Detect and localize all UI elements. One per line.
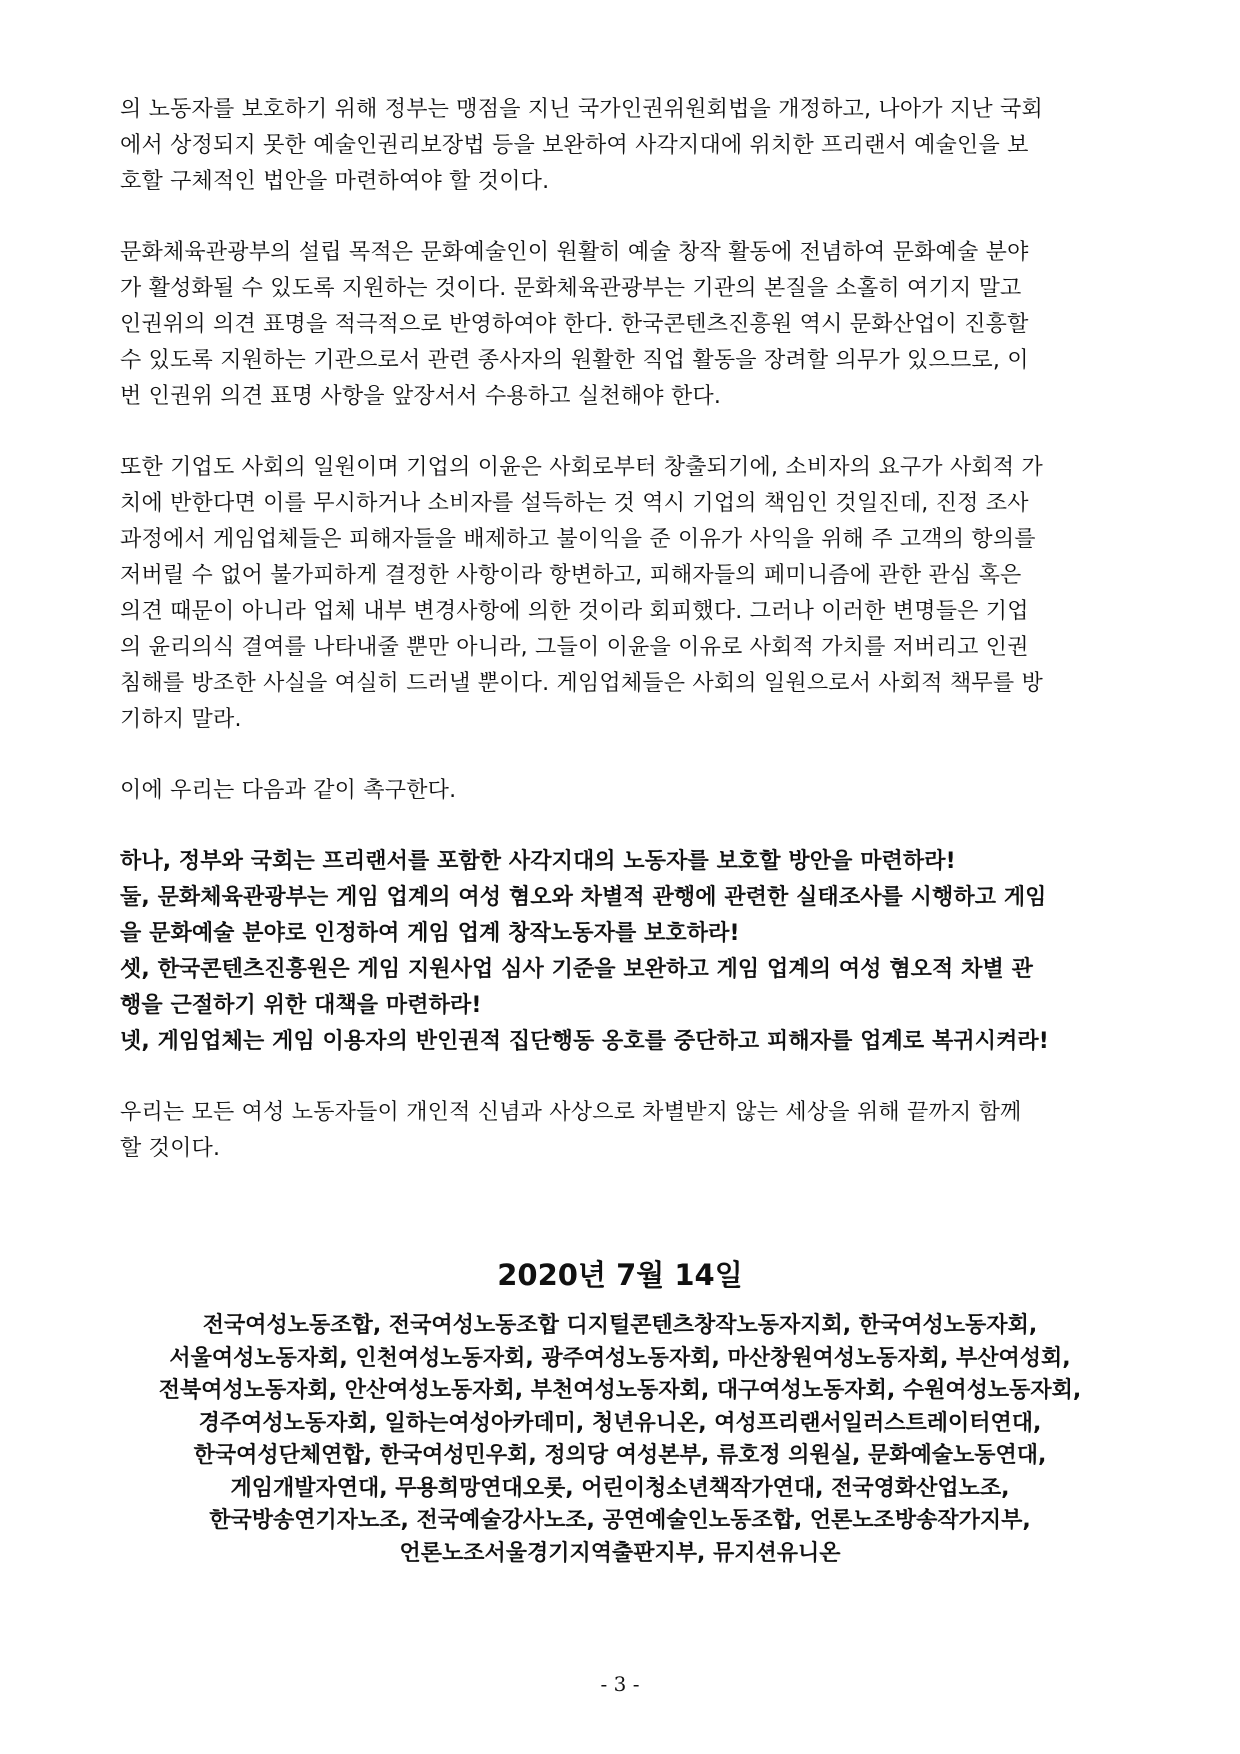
text-line: 의견 때문이 아니라 업체 내부 변경사항에 의한 것이라 회피했다. 그러나 이러한 변명들은 기업: [120, 599, 1029, 624]
text-line: 호할 구체적인 법안을 마련하여야 할 것이다.: [120, 169, 550, 194]
text-line: 할 것이다.: [120, 1136, 221, 1161]
text-line: 우리는 모든 여성 노동자들이 개인적 신념과 사상으로 차별받지 않는 세상을 위해 끝까지 함께: [120, 1100, 1022, 1125]
text-line: 문화체육관광부의 설립 목적은 문화예술인이 원활히 예술 창작 활동에 전념하여 문화예술 분야: [120, 240, 1029, 265]
demand-line: 행을 근절하기 위한 대책을 마련하라!: [120, 993, 482, 1018]
signatory-line: 전국여성노동조합, 전국여성노동조합 디지털콘텐츠창작노동자지회, 한국여성노동자회,: [202, 1313, 1038, 1338]
signatory-line: 언론노조서울경기지역출판지부, 뮤지션유니온: [399, 1540, 841, 1566]
demand-line: 하나, 정부와 국회는 프리랜서를 포함한 사각지대의 노동자를 보호할 방안을 마련하라!: [120, 849, 956, 874]
text-line: 의 윤리의식 결여를 나타내줄 뿐만 아니라, 그들이 이윤을 이유로 사회적 가치를 저버리고 인권: [120, 635, 1029, 660]
text-line: 이에 우리는 다음과 같이 촉구한다.: [120, 778, 457, 803]
statement-date: 2020년 7월 14일: [497, 1258, 743, 1292]
text-line: 기하지 말라.: [120, 707, 242, 732]
paragraph-legislation: [120, 92, 1120, 200]
demand-line: 넷, 게임업체는 게임 이용자의 반인권적 집단행동 옹호를 중단하고 피해자를 업계로 복귀시켜라!: [120, 1029, 1049, 1054]
text-line: 침해를 방조한 사실을 여실히 드러낼 뿐이다. 게임업체들은 사회의 일원으로서 사회적 책무를 방: [120, 671, 1043, 696]
text-line: 번 인권위 의견 표명 사항을 앞장서서 수용하고 실천해야 한다.: [120, 384, 722, 409]
signatory-line: 서울여성노동자회, 인천여성노동자회, 광주여성노동자회, 마산창원여성노동자회, 부산여성회,: [169, 1345, 1071, 1371]
paragraph-ministry: [120, 235, 1120, 415]
text-line: 수 있도록 지원하는 기관으로서 관련 종사자의 원활한 직업 활동을 장려할 의무가 있으므로, 이: [120, 348, 1029, 373]
document-body: [120, 92, 1120, 1202]
text-line: 과정에서 게임업체들은 피해자들을 배제하고 불이익을 준 이유가 사익을 위해 주 고객의 항의를: [120, 527, 1036, 552]
text-line: 에서 상정되지 못한 예술인권리보장법 등을 보완하여 사각지대에 위치한 프리랜서 예술인을 보: [120, 133, 1029, 158]
paragraph-call-intro: [120, 773, 1120, 809]
signatory-line: 경주여성노동자회, 일하는여성아카데미, 청년유니온, 여성프리랜서일러스트레이터연대,: [198, 1410, 1042, 1436]
signatories-list: [120, 1310, 1120, 1570]
text-line: 또한 기업도 사회의 일원이며 기업의 이윤은 사회로부터 창출되기에, 소비자의 요구가 사회적 가: [120, 455, 1043, 480]
signatory-line: 전북여성노동자회, 안산여성노동자회, 부천여성노동자회, 대구여성노동자회, 수원여성노동자회,: [158, 1378, 1082, 1403]
text-line: 인권위의 의견 표명을 적극적으로 반영하여야 한다. 한국콘텐츠진흥원 역시 문화산업이 진흥할: [120, 312, 1029, 337]
page-number: - 3 -: [600, 1672, 640, 1696]
signatory-line: 한국방송연기자노조, 전국예술강사노조, 공연예술인노동조합, 언론노조방송작가지부,: [209, 1508, 1031, 1533]
paragraph-companies: [120, 450, 1120, 738]
demands-list: [120, 844, 1120, 1060]
signatory-line: 한국여성단체연합, 한국여성민우회, 정의당 여성본부, 류호정 의원실, 문화예술노동연대,: [193, 1443, 1047, 1468]
text-line: 의 노동자를 보호하기 위해 정부는 맹점을 지닌 국가인권위원회법을 개정하고, 나아가 지난 국회: [120, 97, 1043, 122]
demand-line: 셋, 한국콘텐츠진흥원은 게임 지원사업 심사 기준을 보완하고 게임 업계의 여성 혐오적 차별 관: [120, 957, 1033, 982]
text-line: 가 활성화될 수 있도록 지원하는 것이다. 문화체육관광부는 기관의 본질을 소홀히 여기지 말고: [120, 276, 1022, 301]
text-line: 저버릴 수 없어 불가피하게 결정한 사항이라 항변하고, 피해자들의 페미니즘에 관한 관심 혹은: [120, 563, 1022, 588]
demand-line: 을 문화예술 분야로 인정하여 게임 업계 창작노동자를 보호하라!: [120, 921, 740, 946]
paragraph-closing: [120, 1095, 1120, 1167]
text-line: 치에 반한다면 이를 무시하거나 소비자를 설득하는 것 역시 기업의 책임인 것일진데, 진정 조사: [120, 491, 1029, 516]
signatory-line: 게임개발자연대, 무용희망연대오롯, 어린이청소년책작가연대, 전국영화산업노조,: [230, 1475, 1010, 1501]
demand-line: 둘, 문화체육관광부는 게임 업계의 여성 혐오와 차별적 관행에 관련한 실태조사를 시행하고 게임: [120, 885, 1047, 910]
